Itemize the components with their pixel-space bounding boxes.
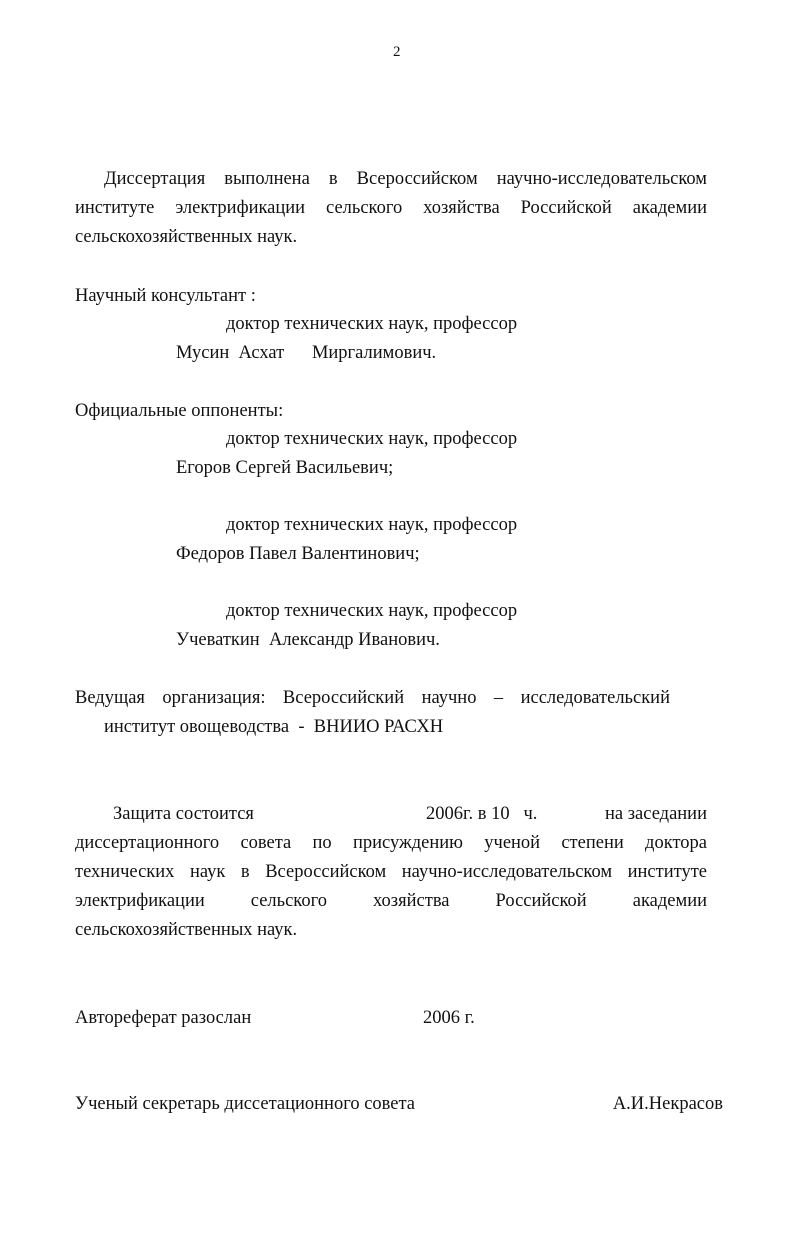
leading-org-line-1: Ведущая организация: Всероссийский научно – исследовательский: [75, 688, 670, 708]
mailing-label: Автореферат разослан: [75, 1008, 252, 1028]
defense-line-3: технических наук в Всероссийском научно-исследовательском институте: [75, 862, 707, 882]
leading-org-line-2: институт овощеводства - ВНИИО РАСХН: [104, 717, 444, 737]
consultant-heading: Научный консультант :: [75, 286, 256, 306]
opponents-heading: Официальные оппоненты:: [75, 401, 284, 421]
defense-line-4: электрификации сельского хозяйства Российской академии: [75, 891, 707, 911]
defense-line-2: диссертационного совета по присуждению ученой степени доктора: [75, 833, 707, 853]
intro-line-3: сельскохозяйственных наук.: [75, 227, 298, 247]
mailing-date: 2006 г.: [423, 1008, 475, 1028]
secretary-name: А.И.Некрасов: [612, 1094, 723, 1114]
consultant-name: Мусин Асхат Миргалимович.: [176, 343, 437, 363]
opponent-1-degree: доктор технических наук, профессор: [226, 429, 518, 449]
intro-line-2: институте электрификации сельского хозяйства Российской академии: [75, 198, 707, 218]
defense-line-1-end: на заседании: [605, 804, 707, 824]
defense-line-1-time: 2006г. в 10 ч.: [426, 804, 538, 824]
defense-line-5: сельскохозяйственных наук.: [75, 920, 298, 940]
page-number: 2: [393, 44, 401, 60]
opponent-3-degree: доктор технических наук, профессор: [226, 601, 518, 621]
intro-line-1: Диссертация выполнена в Всероссийском научно-исследовательском: [104, 169, 707, 189]
opponent-2-name: Федоров Павел Валентинович;: [176, 544, 420, 564]
opponent-3-name: Учеваткин Александр Иванович.: [176, 630, 440, 650]
opponent-1-name: Егоров Сергей Васильевич;: [176, 458, 394, 478]
secretary-title: Ученый секретарь диссетационного совета: [75, 1094, 416, 1114]
consultant-degree: доктор технических наук, профессор: [226, 314, 518, 334]
defense-line-1-start: Защита состоится: [113, 804, 254, 824]
opponent-2-degree: доктор технических наук, профессор: [226, 515, 518, 535]
